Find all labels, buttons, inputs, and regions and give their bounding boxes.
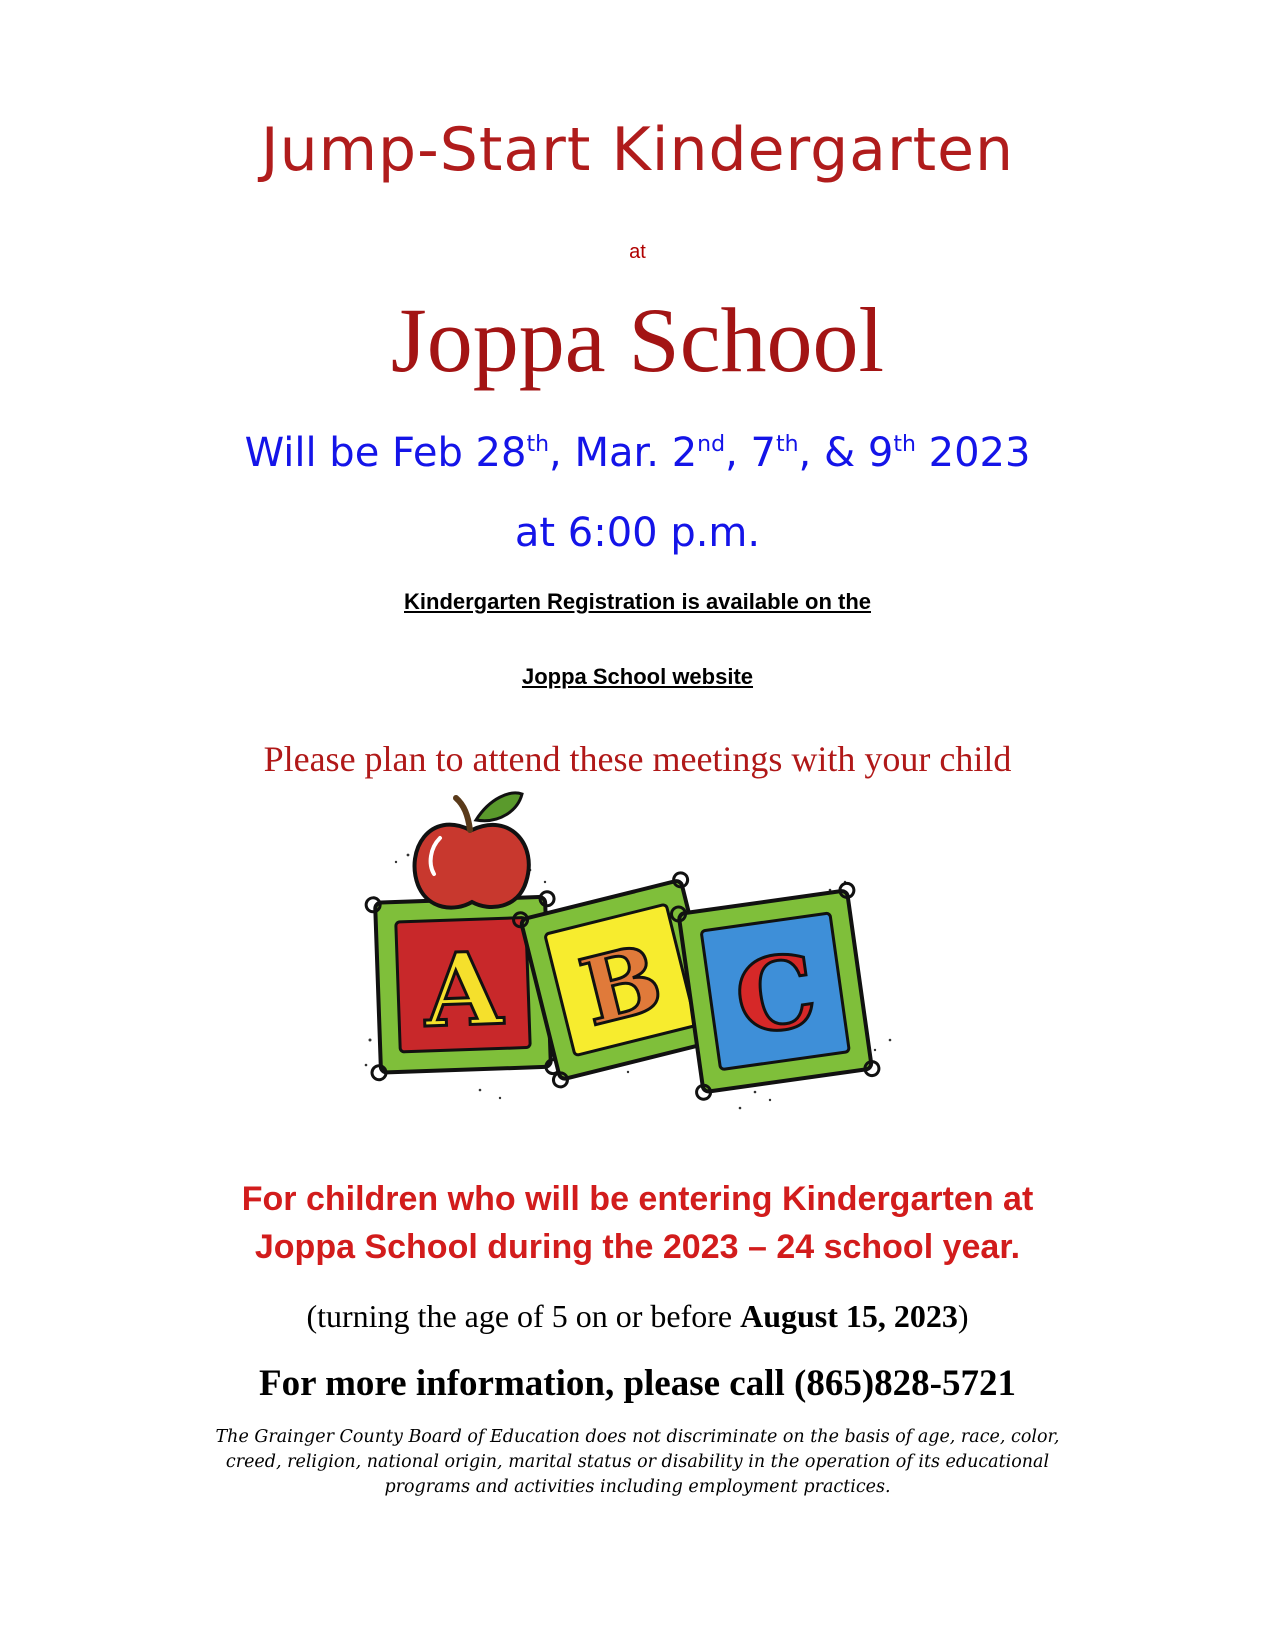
at-label: at [629,241,646,263]
svg-text:C: C [728,930,824,1059]
svg-text:A: A [422,929,505,1051]
disclaimer-line: creed, religion, national origin, marital status or disability in the operation of its educational [225,1452,1050,1472]
eligibility-line-2: Joppa School during the 2023 – 24 school year. [254,1228,1021,1266]
meeting-time: at 6:00 p.m. [514,510,761,556]
meeting-dates [0,430,1275,476]
disclaimer-line: programs and activities including employment practices. [384,1477,891,1497]
dates-part: , 7 [725,430,776,476]
age-text-end: ) [957,1298,969,1334]
dates-part: 2023 [915,430,1031,476]
eligibility-line-1: For children who will be entering Kindergarten at [241,1180,1034,1218]
age-cutoff-date: August 15, 2023 [740,1298,958,1334]
nondiscrimination-statement [0,1425,1275,1500]
dates-part: , & 9 [798,430,894,476]
registration-text: Kindergarten Registration is available on the [404,589,871,614]
abc-blocks-apple-illustration [360,790,920,1150]
dates-superscript: nd [697,432,726,457]
age-requirement [0,1298,1275,1335]
dates-part: Will be Feb 28 [244,430,527,476]
disclaimer-line: The Grainger County Board of Education does not discriminate on the basis of age, race, color, [215,1427,1060,1447]
dates-superscript: th [775,432,799,457]
dates-superscript: th [526,432,550,457]
svg-text:B: B [570,923,673,1048]
attend-note: Please plan to attend these meetings with your child [263,739,1012,779]
dates-superscript: th [893,432,916,457]
dates-part: , Mar. 2 [549,430,698,476]
school-name: Joppa School [390,289,885,391]
age-text: (turning the age of 5 on or before [306,1298,741,1334]
registration-website-text: Joppa School website [521,664,754,689]
block-c [671,882,880,1100]
flyer-title: Jump-Start Kindergarten [260,115,1015,185]
contact-info: For more information, please call (865)828-5721 [258,1363,1016,1404]
apple-icon [415,793,529,908]
